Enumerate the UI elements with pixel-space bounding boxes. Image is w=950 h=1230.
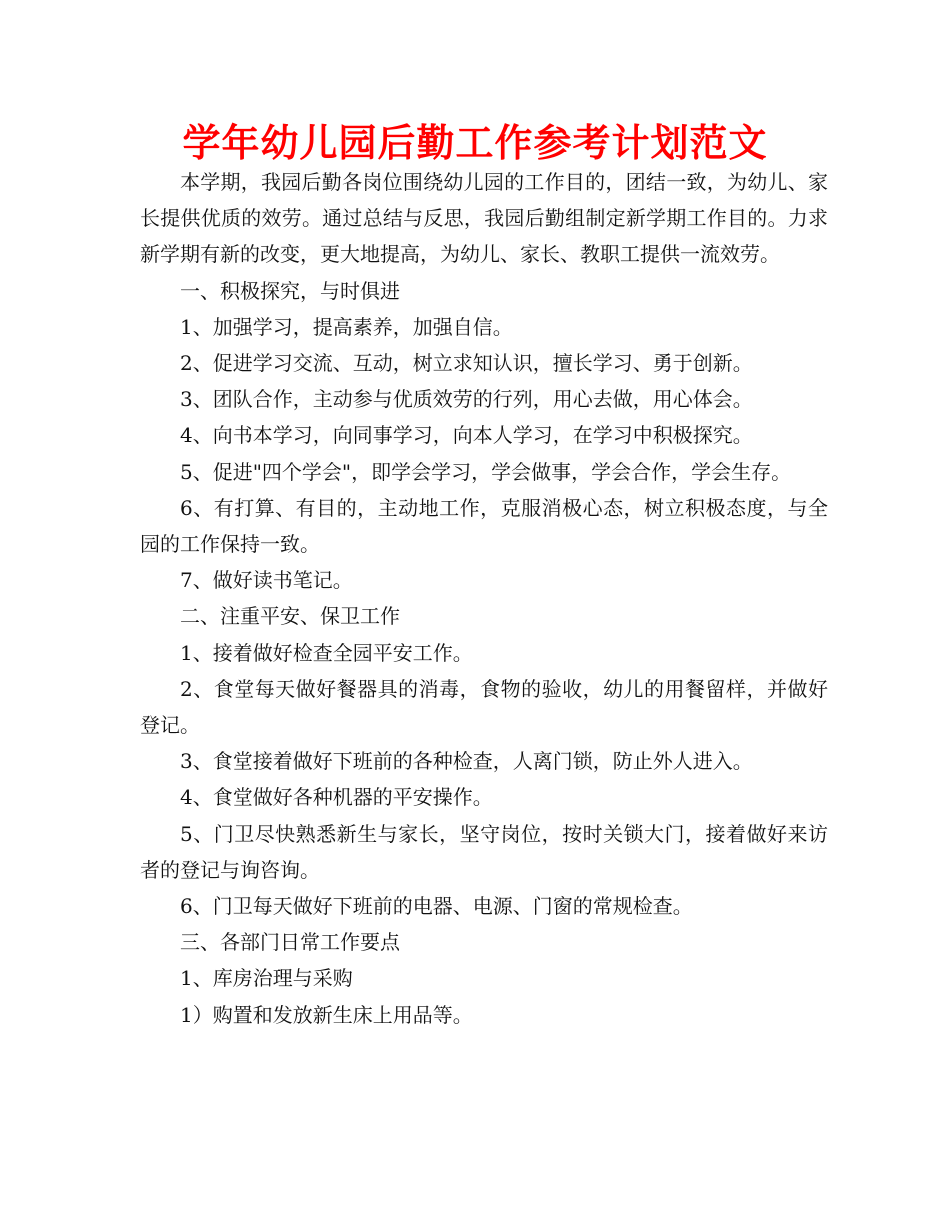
list-item: 2、促进学习交流、互动，树立求知认识，擅长学习、勇于创新。 <box>180 351 753 376</box>
list-item: 1、库房治理与采购 <box>180 966 353 991</box>
list-item: 5、促进"四个学会"，即学会学习，学会做事，学会合作，学会生存。 <box>180 459 792 484</box>
list-item: 1）购置和发放新生床上用品等。 <box>180 1002 473 1027</box>
list-item: 6、有打算、有目的，主动地工作，克服消极心态，树立积极态度，与全园的工作保持一致。 <box>140 495 828 557</box>
list-item: 2、食堂每天做好餐器具的消毒，食物的验收，幼儿的用餐留样，并做好登记。 <box>140 676 828 738</box>
section-heading-1: 一、积极探究，与时俱进 <box>180 278 400 303</box>
paragraph-intro: 本学期，我园后勤各岗位围绕幼儿园的工作目的，团结一致，为幼儿、家长提供优质的效劳。通过总结与反思，我园后勤组制定新学期工作目的。力求新学期有新的改变，更大地提高，为幼儿、家长、教职工提供一流效劳。 <box>140 170 828 267</box>
list-item: 1、接着做好检查全园平安工作。 <box>180 640 473 665</box>
list-item: 6、门卫每天做好下班前的电器、电源、门窗的常规检查。 <box>180 894 693 919</box>
list-item: 5、门卫尽快熟悉新生与家长，坚守岗位，按时关锁大门，接着做好来访者的登记与询咨询。 <box>140 821 828 882</box>
section-heading-2: 二、注重平安、保卫工作 <box>180 604 400 629</box>
list-item: 4、向书本学习，向同事学习，向本人学习，在学习中积极探究。 <box>180 423 753 448</box>
list-item: 7、做好读书笔记。 <box>180 568 353 593</box>
section-heading-3: 三、各部门日常工作要点 <box>180 930 400 955</box>
document-title: 学年幼儿园后勤工作参考计划范文 <box>182 121 768 165</box>
document-body <box>140 164 828 1033</box>
list-item: 4、食堂做好各种机器的平安操作。 <box>180 785 493 810</box>
list-item: 3、食堂接着做好下班前的各种检查，人离门锁，防止外人进入。 <box>180 749 753 774</box>
list-item: 1、加强学习，提高素养，加强自信。 <box>180 314 513 339</box>
list-item: 3、团队合作，主动参与优质效劳的行列，用心去做，用心体会。 <box>180 387 753 412</box>
